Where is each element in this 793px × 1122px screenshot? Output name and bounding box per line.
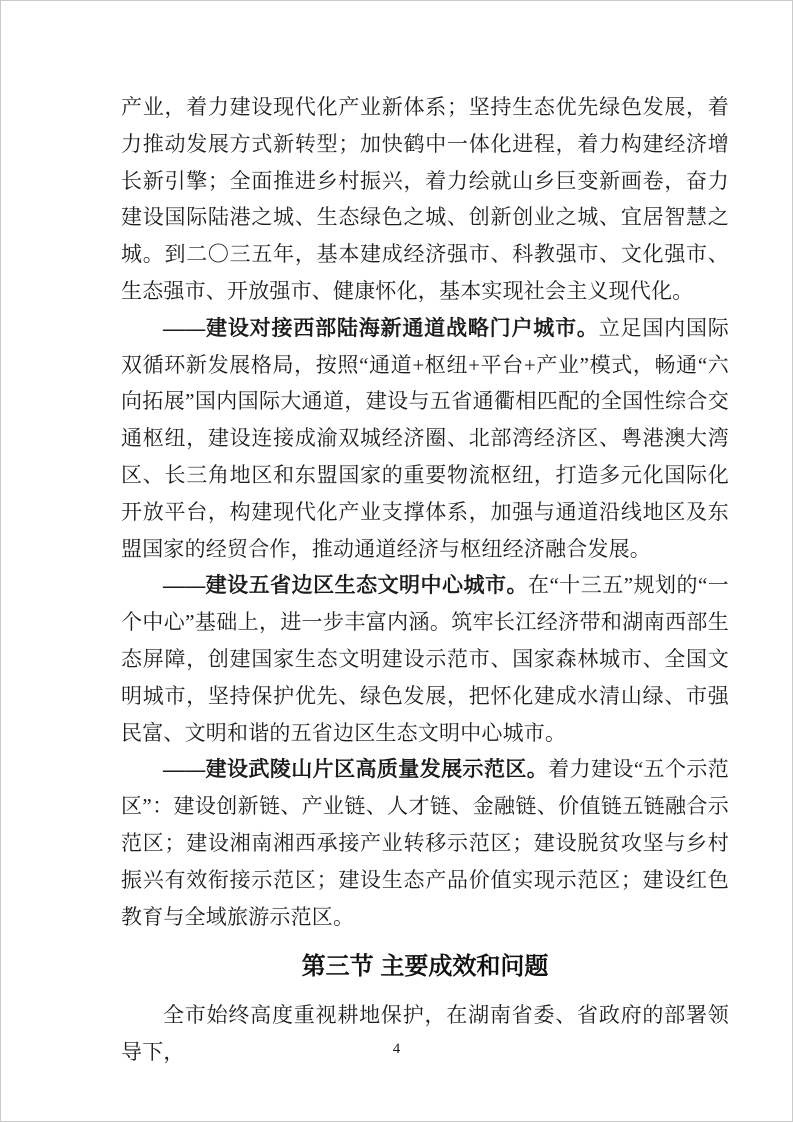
paragraph-gateway-city	[121, 310, 729, 568]
page-number: 4	[392, 1041, 401, 1057]
paragraph-text: 在“十三五”规划的“一个中心”基础上，进一步丰富内涵。筑牢长江经济带和湖南西部生态屏障，创建国家生态文明建设示范市、国家森林城市、全国文明城市，坚持保护优先、绿色发展，把怀化建成水清山绿、市强民富、文明和谐的五省边区生态文明中心城市。	[121, 573, 729, 745]
paragraph-bold-lead: ——建设对接西部陆海新通道战略门户城市。	[163, 315, 599, 340]
paragraph-eco-civilization-city	[121, 567, 729, 751]
paragraph-bold-lead: ——建设武陵山片区高质量发展示范区。	[163, 757, 549, 782]
paragraph-text: 产业，着力建设现代化产业新体系；坚持生态优先绿色发展，着力推动发展方式新转型；加快鹤中一体化进程，着力构建经济增长新引擎；全面推进乡村振兴，着力绘就山乡巨变新画卷，奋力建设国际陆港之城、生态绿色之城、创新创业之城、宜居智慧之城。到二〇三五年，基本建成经济强市、科教强市、文化强市、生态强市、开放强市、健康怀化，基本实现社会主义现代化。	[121, 95, 729, 303]
section-heading: 第三节 主要成效和问题	[301, 953, 549, 981]
paragraph-wuling-demo-zone	[121, 751, 729, 935]
paragraph-continuation	[121, 89, 729, 310]
paragraph-bold-lead: ——建设五省边区生态文明中心城市。	[163, 573, 528, 598]
paragraph-text: 着力建设“五个示范区”：建设创新链、产业链、人才链、金融链、价值链五链融合示范区；建设湘南湘西承接产业转移示范区；建设脱贫攻坚与乡村振兴有效衔接示范区；建设生态产品价值实现示范区；建设红色教育与全域旅游示范区。	[121, 757, 729, 929]
page-content	[121, 89, 729, 1071]
paragraph-after-heading: 全市始终高度重视耕地保护，在湖南省委、省政府的部署领导下，	[121, 1003, 729, 1065]
paragraph-text: 立足国内国际双循环新发展格局，按照“通道+枢纽+平台+产业”模式，畅通“六向拓展”国内国际大通道，建设与五省通衢相匹配的全国性综合交通枢纽，建设连接成渝双城经济圈、北部湾经济区、粤港澳大湾区、长三角地区和东盟国家的重要物流枢纽，打造多元化国际化开放平台，构建现代化产业支撑体系，加强与通道沿线地区及东盟国家的经贸合作，推动通道经济与枢纽经济融合发展。	[121, 315, 730, 561]
